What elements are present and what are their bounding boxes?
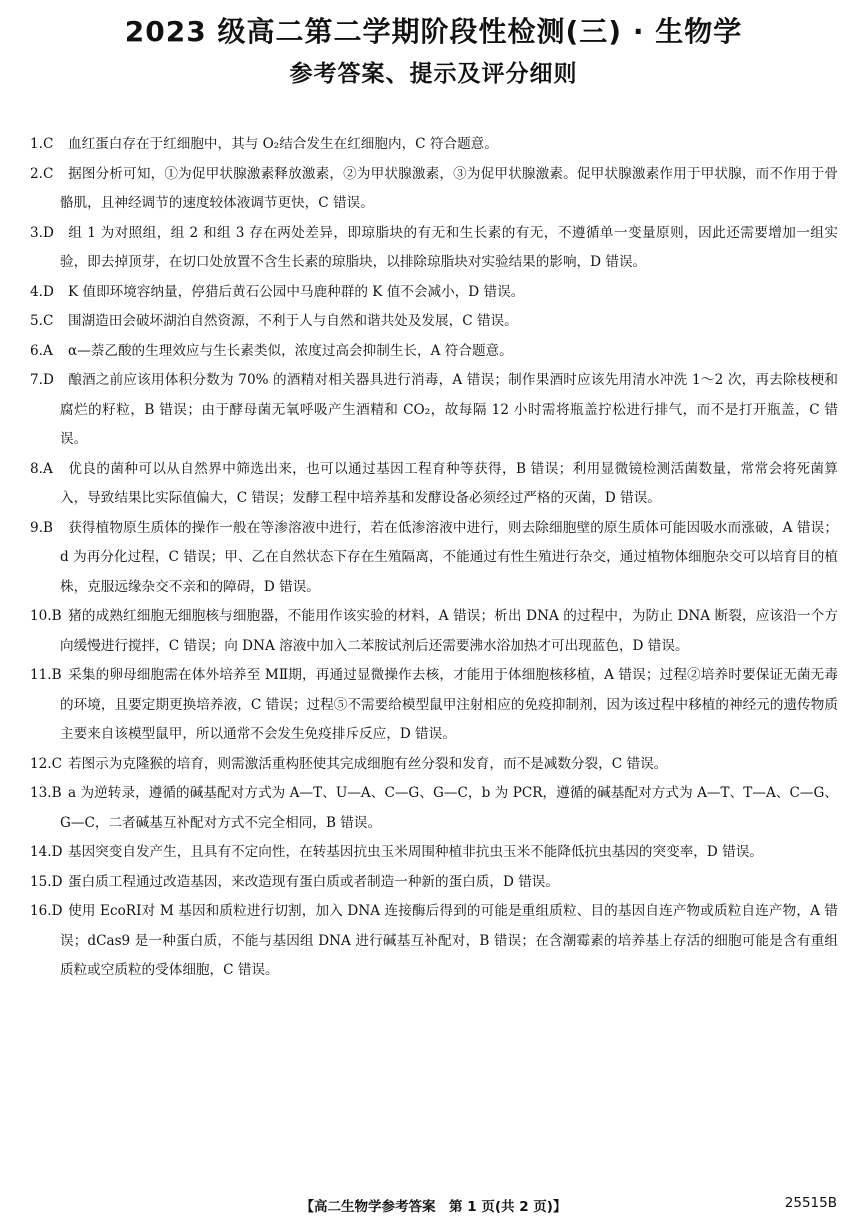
answer-item <box>30 750 838 780</box>
answer-explanation: 据图分析可知，①为促甲状腺激素释放激素，②为甲状腺激素，③为促甲状腺激素。促甲状腺激素作用于甲状腺，而不作用于骨骼肌，且神经调节的速度较体液调节更快，C 错误。 <box>60 165 838 211</box>
question-number: 9.B <box>30 519 53 536</box>
answer-item <box>30 514 838 603</box>
answer-explanation: 蛋白质工程通过改造基因，来改造现有蛋白质或者制造一种新的蛋白质，D 错误。 <box>68 873 559 890</box>
answer-explanation: 猪的成熟红细胞无细胞核与细胞器，不能用作该实验的材料，A 错误；析出 DNA 的过程中，为防止 DNA 断裂，应该沿一个方向缓慢进行搅拌，C 错误；向 DNA 溶液中加入二苯胺试剂后还需要沸水浴加热才可出现蓝色，D 错误。 <box>60 608 838 654</box>
question-number: 2.C <box>30 165 54 182</box>
answer-item <box>30 779 838 838</box>
answer-explanation: 组 1 为对照组，组 2 和组 3 存在两处差异，即琼脂块的有无和生长素的有无，不遵循单一变量原则，因此还需要增加一组实验，即去掉顶芽，在切口处放置不含生长素的琼脂块，以排除琼脂块对实验结果的影响，D 错误。 <box>60 224 838 270</box>
answer-item <box>30 897 838 986</box>
answer-explanation: α—萘乙酸的生理效应与生长素类似，浓度过高会抑制生长，A 符合题意。 <box>68 342 513 359</box>
answer-item <box>30 602 838 661</box>
question-number: 3.D <box>30 224 54 241</box>
question-number: 7.D <box>30 372 54 388</box>
question-number: 5.C <box>30 313 54 329</box>
answer-item <box>30 160 838 219</box>
answer-item <box>30 661 838 750</box>
answer-explanation: 若图示为克隆猴的培育，则需激活重构胚使其完成细胞有丝分裂和发育，而不是减数分裂，C 错误。 <box>68 755 668 772</box>
answer-explanation: 采集的卵母细胞需在体外培养至 MⅡ期，再通过显微操作去核，才能用于体细胞核移植，A 错误；过程②培养时要保证无菌无毒的环境，且要定期更换培养液，C 错误；过程⑤不需要给模型鼠甲注射相应的免疫抑制剂，因为该过程中移植的神经元的遗传物质主要来自该模型鼠甲，所以通常不会发生免疫排斥反应，D 错误。 <box>60 667 838 742</box>
question-number: 6.A <box>30 342 53 359</box>
page-footer: 【高二生物学参考答案 第 1 页(共 2 页)】 <box>300 1199 567 1215</box>
answer-explanation: a 为逆转录，遵循的碱基配对方式为 A—T、U—A、C—G、G—C，b 为 PCR，遵循的碱基配对方式为 A—T、T—A、C—G、G—C，二者碱基互补配对方式不完全相同，B 错误。 <box>60 785 838 831</box>
question-number: 12.C <box>30 755 63 772</box>
question-number: 15.D <box>30 873 63 890</box>
answer-explanation: K 值即环境容纳量，停猎后黄石公园中马鹿种群的 K 值不会减小，D 错误。 <box>68 283 525 300</box>
answer-explanation: 优良的菌种可以从自然界中筛选出来，也可以通过基因工程育种等获得，B 错误；利用显微镜检测活菌数量，常常会将死菌算入，导致结果比实际值偏大，C 错误；发酵工程中培养基和发酵设备必须经过严格的灭菌，D 错误。 <box>60 460 838 506</box>
answer-item <box>30 455 838 514</box>
question-number: 14.D <box>30 844 63 860</box>
answer-list <box>30 130 838 986</box>
document-code: 25515B <box>784 1195 837 1211</box>
answer-item <box>30 307 838 337</box>
answer-item <box>30 337 838 367</box>
answer-explanation: 基因突变自发产生，且具有不定向性，在转基因抗虫玉米周围种植非抗虫玉米不能降低抗虫基因的突变率，D 错误。 <box>68 844 763 860</box>
answer-explanation: 使用 EcoRⅠ对 M 基因和质粒进行切割，加入 DNA 连接酶后得到的可能是重组质粒、目的基因自连产物或质粒自连产物，A 错误；dCas9 是一种蛋白质，不能与基因组 DNA 进行碱基互补配对，B 错误；在含潮霉素的培养基上存活的细胞可能是含有重组质粒或空质粒的受体细胞，C 错误。 <box>60 903 838 978</box>
answer-explanation: 获得植物原生质体的操作一般在等渗溶液中进行，若在低渗溶液中进行，则去除细胞壁的原生质体可能因吸水而涨破，A 错误；d 为再分化过程，C 错误；甲、乙在自然状态下存在生殖隔离，不能通过有性生殖进行杂交，通过植物体细胞杂交可以培育目的植株，克服远缘杂交不亲和的障碍，D 错误。 <box>60 519 838 595</box>
answer-item <box>30 278 838 308</box>
question-number: 4.D <box>30 283 54 300</box>
answer-explanation: 血红蛋白存在于红细胞中，其与 O₂结合发生在红细胞内，C 符合题意。 <box>68 136 498 152</box>
question-number: 8.A <box>30 460 53 477</box>
answer-explanation: 围湖造田会破坏湖泊自然资源，不利于人与自然和谐共处及发展，C 错误。 <box>68 313 518 329</box>
answer-item <box>30 219 838 278</box>
question-number: 16.D <box>30 903 63 919</box>
question-number: 1.C <box>30 136 54 152</box>
page-title: 2023 级高二第二学期阶段性检测(三) · 生物学 <box>124 15 743 48</box>
answer-item <box>30 868 838 898</box>
question-number: 13.B <box>30 785 62 801</box>
page-subtitle: 参考答案、提示及评分细则 <box>289 61 578 87</box>
answer-explanation: 酿酒之前应该用体积分数为 70% 的酒精对相关器具进行消毒，A 错误；制作果酒时应该先用清水冲洗 1～2 次，再去除枝梗和腐烂的籽粒，B 错误；由于酵母菌无氧呼吸产生酒精和 CO₂，故每隔 12 小时需将瓶盖拧松进行排气，而不是打开瓶盖，C 错误。 <box>60 372 838 447</box>
answer-item <box>30 366 838 455</box>
question-number: 11.B <box>30 667 62 683</box>
answer-item <box>30 130 838 160</box>
question-number: 10.B <box>30 608 62 624</box>
answer-item <box>30 838 838 868</box>
